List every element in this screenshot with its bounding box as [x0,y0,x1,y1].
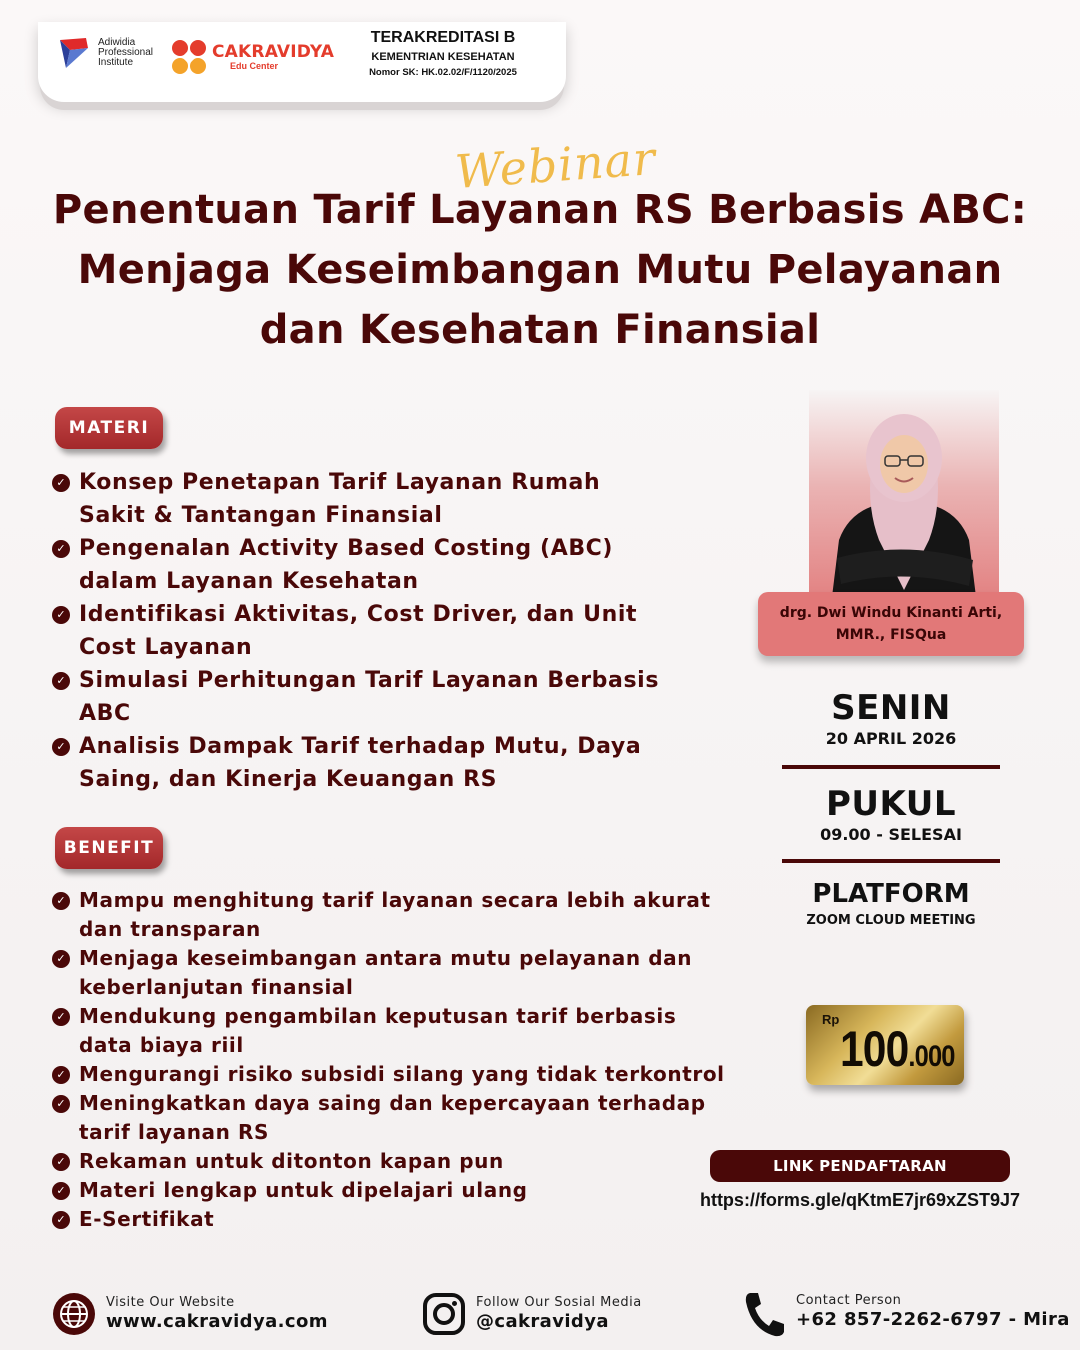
list-item [52,1205,732,1234]
benefit-list [52,886,732,1234]
speaker-photo [809,390,999,605]
contact-label: Contact Person [796,1293,902,1308]
schedule-day [782,688,1000,750]
footer-social[interactable] [422,1292,642,1336]
list-item [52,598,732,664]
registration-button[interactable]: LINK PENDAFTARAN [710,1150,1010,1182]
benefit-text: Materi lengkap untuk dipelajari ulang [79,1178,528,1202]
check-icon: ✓ [52,1153,70,1171]
materi-tag: MATERI [55,407,163,449]
speaker-name-box [758,592,1024,656]
materi-text: Konsep Penetapan Tarif Layanan Rumah [79,470,601,495]
cakravidya-sub: Edu Center [230,61,279,71]
website-label: Visite Our Website [106,1295,235,1310]
check-icon: ✓ [52,474,70,492]
materi-text: Analisis Dampak Tarif terhadap Mutu, Daya [79,734,642,759]
materi-list [52,466,732,796]
benefit-text: tarif layanan RS [79,1120,270,1144]
adiwidia-text-2: Professional [98,47,154,58]
title-line-2: Menjaga Keseimbangan Mutu Pelayanan [77,247,1003,293]
cakravidya-logo [170,38,334,76]
price-fraction: .000 [908,1040,955,1073]
benefit-text: dan transparan [79,917,261,941]
check-icon: ✓ [52,1095,70,1113]
instagram-icon [422,1292,466,1336]
check-icon: ✓ [52,1066,70,1084]
accreditation-title: TERAKREDITASI B [370,29,516,46]
platform-label: PLATFORM [812,879,970,909]
footer-contact[interactable] [742,1290,1070,1334]
adiwidia-logo [58,36,153,70]
price-value [840,1020,955,1078]
date-value: 20 APRIL 2026 [825,729,957,748]
benefit-text: E-Sertifikat [79,1207,215,1231]
check-icon: ✓ [52,738,70,756]
check-icon: ✓ [52,1008,70,1026]
schedule-time [782,784,1000,846]
speaker-name-line-2: MMR., FISQua [835,627,947,643]
materi-text: Pengenalan Activity Based Costing (ABC) [79,536,614,561]
divider [782,859,1000,863]
title-line-3: dan Kesehatan Finansial [259,307,821,353]
price-currency: Rp [822,1012,840,1027]
list-item [52,1147,732,1176]
benefit-text: Mengurangi risiko subsidi silang yang tidak terkontrol [79,1062,725,1086]
list-item [52,466,732,532]
time-label: PUKUL [825,784,957,824]
materi-text: Simulasi Perhitungan Tarif Layanan Berbasis [79,668,660,693]
benefit-text: Meningkatkan daya saing dan kepercayaan terhadap [79,1091,706,1115]
benefit-text: Rekaman untuk ditonton kapan pun [79,1149,504,1173]
list-item [52,664,732,730]
check-icon: ✓ [52,1211,70,1229]
check-icon: ✓ [52,1182,70,1200]
check-icon: ✓ [52,672,70,690]
accreditation-ministry: KEMENTRIAN KESEHATAN [371,51,515,63]
phone-icon [742,1290,786,1334]
materi-text: Cost Layanan [79,635,253,660]
social-label: Follow Our Sosial Media [476,1295,642,1310]
platform-value: ZOOM CLOUD MEETING [806,913,976,928]
benefit-text: Mampu menghitung tarif layanan secara lebih akurat [79,888,711,912]
webinar-script-label: Webinar [453,131,658,199]
footer-website[interactable] [52,1292,328,1336]
adiwidia-text-1: Adiwidia [98,37,136,48]
contact-value[interactable]: +62 857-2262-6797 - Mira [796,1309,1070,1330]
social-value[interactable]: @cakravidya [476,1311,609,1332]
speaker-portrait-icon [809,390,999,605]
page-title [30,180,1050,360]
benefit-text: Mendukung pengambilan keputusan tarif berbasis [79,1004,677,1028]
accreditation-number: Nomor SK: HK.02.02/F/1120/2025 [369,67,517,78]
time-value: 09.00 - SELESAI [820,825,962,844]
title-line-1: Penentuan Tarif Layanan RS Berbasis ABC: [52,187,1028,233]
day-label: SENIN [831,688,951,728]
list-item [52,886,732,944]
materi-text: dalam Layanan Kesehatan [79,569,419,594]
list-item [52,532,732,598]
list-item [52,1176,732,1205]
benefit-text: Menjaga keseimbangan antara mutu pelayanan dan [79,946,693,970]
accreditation-block [340,28,546,80]
schedule-platform [782,878,1000,932]
list-item [52,1002,732,1060]
adiwidia-text-3: Institute [98,57,134,68]
check-icon: ✓ [52,606,70,624]
materi-text: Sakit & Tantangan Finansial [79,503,443,528]
list-item [52,944,732,1002]
materi-text: Identifikasi Aktivitas, Cost Driver, dan Unit [79,602,638,627]
cakravidya-name: CAKRAVIDYA [212,42,335,62]
check-icon: ✓ [52,540,70,558]
check-icon: ✓ [52,892,70,910]
cakravidya-logo-icon [170,38,208,76]
benefit-text: data biaya riil [79,1033,244,1057]
adiwidia-logo-icon [58,36,92,70]
divider [782,765,1000,769]
website-value[interactable]: www.cakravidya.com [106,1311,328,1332]
benefit-text: keberlanjutan finansial [79,975,354,999]
list-item [52,1060,732,1089]
check-icon: ✓ [52,950,70,968]
materi-text: ABC [79,701,131,726]
list-item [52,730,732,796]
price-main: 100 [840,1021,909,1077]
benefit-tag: BENEFIT [55,827,163,869]
globe-icon [52,1292,96,1336]
list-item [52,1089,732,1147]
registration-link[interactable]: https://forms.gle/qKtmE7jr69xZST9J7 [699,1190,1021,1210]
materi-text: Saing, dan Kinerja Keuangan RS [79,767,498,792]
speaker-name-line-1: drg. Dwi Windu Kinanti Arti, [779,605,1003,621]
